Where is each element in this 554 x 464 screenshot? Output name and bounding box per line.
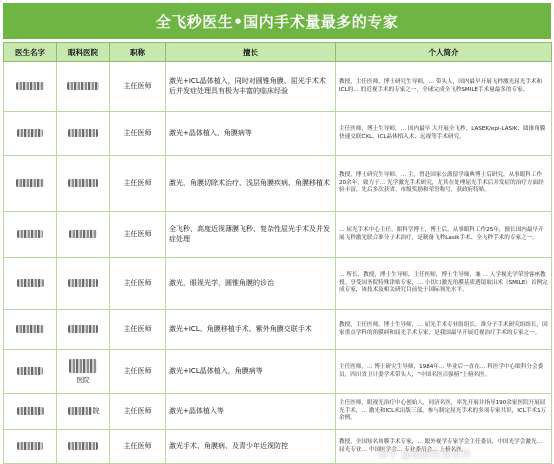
watermark: 知乎 @超胆侠看世界 bbox=[378, 450, 472, 461]
hospital-label: 院 bbox=[92, 407, 100, 416]
hospital-redacted bbox=[57, 112, 110, 156]
doctor-title: 主任医师 bbox=[110, 156, 166, 212]
table-row bbox=[4, 350, 552, 394]
doctor-specialty: 激光手术、角膜病、及青少年近视防控 bbox=[166, 430, 336, 464]
doctor-specialty: 激光，角膜切除术治疗、浅层角膜疾病、角膜移植术 bbox=[166, 156, 336, 212]
doctor-title: 主任医师 bbox=[110, 62, 166, 112]
doctor-specialty: 激光+ICL晶体植入，同时对圆锥角膜、屈光手术术后并发症处理具有极为丰富的临床经验 bbox=[166, 62, 336, 112]
doctor-profile: 主任医师，… 博士研究生导师，1984年… 毕业后一直在… 科医学中心眼科分会委员，四川省卫计委学术带头人，“中国名医百强榜”上榜名医。 bbox=[336, 350, 552, 394]
doctor-name-redacted bbox=[4, 310, 57, 350]
page-title: 全飞秒医生•国内手术量最多的专家 bbox=[3, 3, 551, 39]
doctor-profile: 教授，博士研究生导师，… 主，曾赴国家公派留学瑞典博士后研究，从事眼科工作20余年，致力于… 光学激光手术研究，尤其在处理屈光手术后并发症的治疗方面经验丰富，先后多次获省、市级奖励和荣誉称号，获政府特贴。 bbox=[336, 156, 552, 212]
doctor-specialty: 激光+ICL、角膜移植手术、紫外角膜交联手术 bbox=[166, 310, 336, 350]
doctor-profile: … 所长，教授，博士生导师，主任医师，博士生导师，兼 … 人学视光学荣誉客座教授。享受国务院特殊津贴专家，… 小切口激光角膜基质透镜取出术（SMILE）首例完成专家，该技术及相关研究目前处于国际领先水平。 bbox=[336, 258, 552, 310]
hospital-cell bbox=[57, 394, 110, 430]
doctor-profile: 教授，主任医师，博士研究生导师，… 带头人，国内最早开展飞秒激光屈光手术和ICL的… 的近视手术的专家之一，全球完成全飞秒SMILE手术量最多的专家。 bbox=[336, 62, 552, 112]
hospital-redacted bbox=[57, 430, 110, 464]
doctor-title: 主任医师 bbox=[110, 394, 166, 430]
doctor-title: 主任医师 bbox=[110, 310, 166, 350]
doctor-profile: 教授，全国知名角膜手术专家，… 眼外视学专家学会主任委员，中国光学会激光… 屈光专业… 中国医学会… 专业委员会… 上榜名医。 bbox=[336, 430, 552, 464]
doctor-name-redacted bbox=[4, 62, 57, 112]
doctor-specialty: 激光+晶体植入、角膜病等 bbox=[166, 112, 336, 156]
doctor-specialty: 激光，眼视光学，圆锥角膜的诊治 bbox=[166, 258, 336, 310]
hospital-label: 医院 bbox=[76, 376, 90, 385]
table-row bbox=[4, 394, 552, 430]
doctor-name-redacted bbox=[4, 212, 57, 258]
table-row bbox=[4, 156, 552, 212]
doctor-specialty: 激光+晶体植入等 bbox=[166, 394, 336, 430]
table-row bbox=[4, 258, 552, 310]
doctor-title: 主任医师 bbox=[110, 258, 166, 310]
doctor-profile: … 屈光手术中心主任，眼科学博士，博士后。从事眼科工作25年，擅长国内最早开展飞秒激光联合准分子术治疗，是制备飞秒Lasik手术、全飞秒手术的专家之一。 bbox=[336, 212, 552, 258]
column-header-doctor-name: 医生名字 bbox=[4, 43, 57, 62]
column-header-title: 职称 bbox=[110, 43, 166, 62]
doctor-table bbox=[3, 42, 552, 464]
doctor-profile: 教授，主任医师，博士生导师，… 屈光手术专业组组长，准分子手术研究组组长，国家重点学科的角膜病和屈光手术专家，是我国最早开展近视治疗手术的专家之一。 bbox=[336, 310, 552, 350]
hospital-redacted bbox=[57, 62, 110, 112]
hospital-redacted bbox=[57, 156, 110, 212]
column-header-hospital: 眼科医院 bbox=[57, 43, 110, 62]
doctor-specialty: 全飞秒、高度近视薄膜飞秒、复杂性屈光手术及并发症处理 bbox=[166, 212, 336, 258]
column-header-specialty: 擅长 bbox=[166, 43, 336, 62]
doctor-specialty: 激光+ICL晶体植入，角膜病等 bbox=[166, 350, 336, 394]
doctor-title: 主任医师 bbox=[110, 430, 166, 464]
doctor-name-redacted bbox=[4, 156, 57, 212]
doctor-profile: 主任医师，眼视光治疗中心创始人，同济名医，率先开展并指导190余家医院开展屈光手术，… 激光和ICL术出版三部，参与制定屈光手术的多项专家共识，ICL手术1万余例。 bbox=[336, 394, 552, 430]
doctor-name-redacted bbox=[4, 394, 57, 430]
doctor-profile: 主任医师，博士生导师，… 国内最早 大开展全飞秒、LASEK/epi-LASIK、圆锥角膜快速交联CXL、ICL晶体植入术、远视等手术研究。 bbox=[336, 112, 552, 156]
hospital-redacted bbox=[57, 310, 110, 350]
doctor-name-redacted bbox=[4, 112, 57, 156]
hospital-cell bbox=[57, 350, 110, 394]
doctor-title: 主任医师 bbox=[110, 112, 166, 156]
table-row bbox=[4, 62, 552, 112]
table-header-row bbox=[4, 43, 552, 62]
doctor-name-redacted bbox=[4, 350, 57, 394]
hospital-redacted bbox=[57, 212, 110, 258]
table-row bbox=[4, 112, 552, 156]
doctor-name-redacted bbox=[4, 430, 57, 464]
table-row bbox=[4, 212, 552, 258]
table-row bbox=[4, 310, 552, 350]
doctor-title: 主任医师 bbox=[110, 350, 166, 394]
hospital-redacted bbox=[57, 258, 110, 310]
column-header-profile: 个人简介 bbox=[336, 43, 552, 62]
doctor-title: 主任医师 bbox=[110, 212, 166, 258]
doctor-name-redacted bbox=[4, 258, 57, 310]
